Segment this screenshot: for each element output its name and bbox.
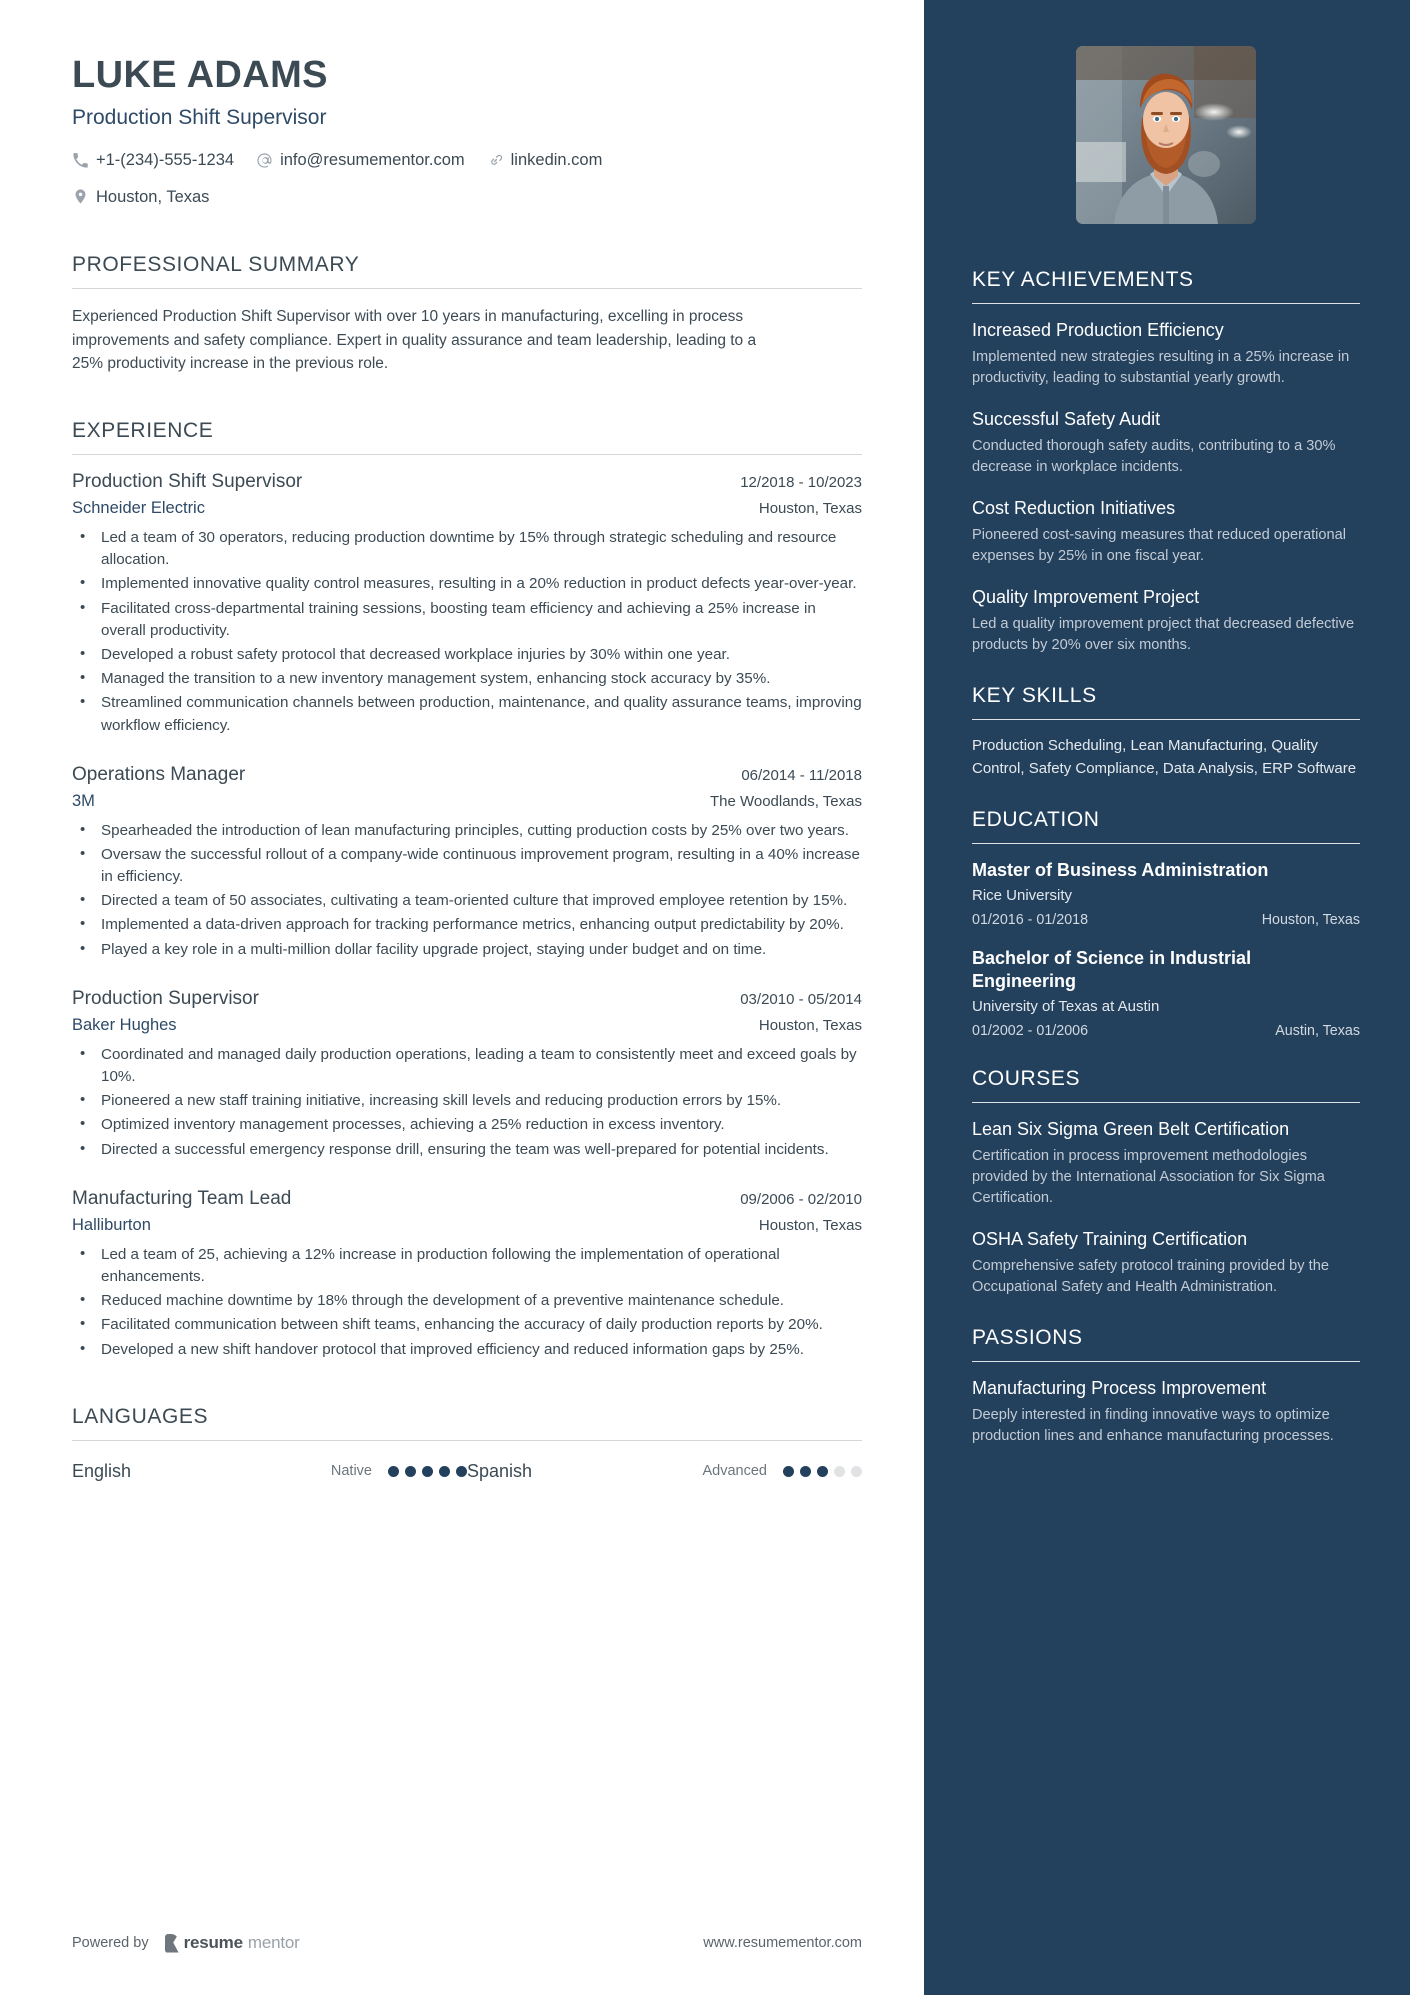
avatar-photo-icon <box>1076 46 1256 224</box>
experience-dates: 06/2014 - 11/2018 <box>741 766 862 784</box>
experience-list <box>72 471 862 1361</box>
education-degree: Master of Business Administration <box>972 860 1269 881</box>
language-level-dots <box>388 1466 467 1477</box>
sidebar-column <box>924 0 1410 1995</box>
sidebar-item-title: Increased Production Efficiency <box>972 320 1224 340</box>
sidebar-list-item <box>972 586 1360 656</box>
language-level-dot <box>456 1466 467 1477</box>
experience-role: Operations Manager <box>72 763 246 785</box>
language-name: English <box>72 1460 132 1481</box>
courses-list <box>972 1118 1360 1298</box>
language-level: Advanced <box>702 1463 767 1480</box>
sidebar-item-title: Cost Reduction Initiatives <box>972 498 1176 519</box>
experience-dates: 03/2010 - 05/2014 <box>740 990 862 1008</box>
language-item <box>72 1461 467 1482</box>
experience-bullet: • Implemented a data-driven approach for tracking performance metrics, enhancing output predictability by 20%. <box>72 914 862 936</box>
language-name: Spanish <box>467 1460 533 1481</box>
section-courses <box>972 1067 1360 1298</box>
sidebar-item-desc: Pioneered cost-saving measures that reduced operational expenses by 25% in one fiscal year. <box>972 527 1346 565</box>
achievements-heading: KEY ACHIEVEMENTS <box>972 268 1194 291</box>
experience-role: Production Supervisor <box>72 987 259 1009</box>
education-school: University of Texas at Austin <box>972 998 1160 1016</box>
education-list <box>972 859 1360 1039</box>
summary-heading: PROFESSIONAL SUMMARY <box>72 253 360 277</box>
language-level-dot <box>800 1466 811 1477</box>
summary-text: Experienced Production Shift Supervisor with over 10 years in manufacturing, excelling in process improvements and safety compliance. Expert in quality assurance and team leadership, leading to a 25% productivity increase in the previous role. <box>72 308 757 372</box>
passions-divider <box>972 1361 1360 1362</box>
experience-bullet: • Directed a team of 50 associates, cultivating a team-oriented culture that improved employee retention by 15%. <box>72 890 862 912</box>
passions-list <box>972 1377 1360 1447</box>
experience-heading: EXPERIENCE <box>72 419 214 443</box>
footer-url: www.resumementor.com <box>703 1935 862 1951</box>
experience-item <box>72 988 862 1161</box>
experience-item <box>72 1188 862 1361</box>
header-job-title: Production Shift Supervisor <box>72 105 327 129</box>
courses-heading: COURSES <box>972 1067 1081 1091</box>
education-location: Austin, Texas <box>1275 1023 1360 1040</box>
skills-text: Production Scheduling, Lean Manufacturing, Quality Control, Safety Compliance, Data Analysis, ERP Software <box>972 737 1357 777</box>
section-professional-summary <box>72 253 862 375</box>
section-experience <box>72 419 862 1361</box>
experience-dates: 12/2018 - 10/2023 <box>740 474 862 492</box>
experience-company-row <box>72 792 862 811</box>
experience-bullet: • Streamlined communication channels between production, maintenance, and quality assurance teams, improving workflow efficiency. <box>72 692 862 736</box>
avatar-wrapper <box>972 46 1360 224</box>
experience-bullet: • Reduced machine downtime by 18% through the development of a preventive maintenance schedule. <box>72 1290 862 1312</box>
experience-location: The Woodlands, Texas <box>709 792 862 810</box>
experience-dates: 09/2006 - 02/2010 <box>740 1190 862 1208</box>
experience-item <box>72 764 862 961</box>
sidebar-list-item <box>972 319 1360 389</box>
languages-heading: LANGUAGES <box>72 1404 209 1428</box>
sidebar-item-title: Quality Improvement Project <box>972 587 1200 608</box>
education-school: Rice University <box>972 887 1073 905</box>
experience-company: Halliburton <box>72 1215 151 1234</box>
sidebar-item-desc: Implemented new strategies resulting in a 25% increase in productivity, leading to substantial yearly growth. <box>972 349 1350 387</box>
experience-role-row <box>72 471 862 493</box>
experience-company-row <box>72 1016 862 1035</box>
experience-bullet: • Facilitated communication between shift teams, enhancing the accuracy of daily production reports by 20%. <box>72 1314 862 1336</box>
language-level-dot <box>422 1466 433 1477</box>
sidebar-list-item <box>972 1377 1360 1447</box>
languages-divider <box>72 1440 862 1441</box>
education-dates: 01/2002 - 01/2006 <box>972 1023 1089 1040</box>
experience-role-row <box>72 988 862 1010</box>
contact-phone-text: +1-(234)-555-1234 <box>96 150 235 169</box>
education-item <box>972 859 1360 928</box>
language-item <box>467 1461 862 1482</box>
email-icon <box>256 152 273 169</box>
experience-bullets <box>72 1244 862 1361</box>
experience-bullet: • Led a team of 25, achieving a 12% increase in production following the implementation of operational enhancements. <box>72 1244 862 1288</box>
sidebar-item-desc: Led a quality improvement project that decreased defective products by 20% over six months. <box>972 616 1355 654</box>
experience-role: Manufacturing Team Lead <box>72 1187 292 1209</box>
education-meta <box>972 912 1360 928</box>
powered-by-block <box>72 1933 300 1953</box>
sidebar-list-item <box>972 408 1360 478</box>
experience-divider <box>72 454 862 455</box>
section-key-skills <box>972 684 1360 780</box>
achievements-divider <box>972 303 1360 304</box>
sidebar-item-desc: Conducted thorough safety audits, contributing to a 30% decrease in workplace incidents. <box>972 438 1336 476</box>
summary-divider <box>72 288 862 289</box>
resumementor-mark-icon <box>165 1934 179 1953</box>
language-level-dot <box>834 1466 845 1477</box>
education-meta <box>972 1023 1360 1039</box>
contact-linkedin <box>487 148 603 173</box>
resumementor-logo <box>165 1933 300 1953</box>
experience-bullet: • Optimized inventory management processes, achieving a 25% reduction in excess inventory. <box>72 1114 862 1136</box>
education-degree: Bachelor of Science in Industrial Engineering <box>972 948 1252 992</box>
skills-heading: KEY SKILLS <box>972 684 1097 708</box>
language-level-dot <box>405 1466 416 1477</box>
education-divider <box>972 843 1360 844</box>
language-level-dot <box>783 1466 794 1477</box>
link-icon <box>487 152 504 169</box>
education-heading: EDUCATION <box>972 808 1100 832</box>
experience-company: 3M <box>72 791 95 810</box>
experience-bullet: • Oversaw the successful rollout of a company-wide continuous improvement program, resulting in a 40% increase in efficiency. <box>72 844 862 888</box>
courses-divider <box>972 1102 1360 1103</box>
skills-divider <box>972 719 1360 720</box>
experience-role: Production Shift Supervisor <box>72 471 303 493</box>
education-location: Houston, Texas <box>1261 912 1360 929</box>
language-level-dots <box>783 1466 862 1477</box>
contact-phone <box>72 148 234 173</box>
passions-heading: PASSIONS <box>972 1326 1083 1350</box>
experience-bullet: • Implemented innovative quality control measures, resulting in a 20% reduction in product defects year-over-year. <box>72 573 862 595</box>
experience-bullet: • Played a key role in a multi-million dollar facility upgrade project, staying under budget and on time. <box>72 939 862 961</box>
language-level: Native <box>330 1463 372 1480</box>
sidebar-list-item <box>972 1118 1360 1209</box>
experience-bullet: • Coordinated and managed daily production operations, leading a team to consistently meet and exceed goals by 10%. <box>72 1044 862 1088</box>
experience-bullets <box>72 1044 862 1161</box>
language-level-dot <box>851 1466 862 1477</box>
experience-bullet: • Facilitated cross-departmental training sessions, boosting team efficiency and achieving a 25% increase in overall productivity. <box>72 598 862 642</box>
experience-location: Houston, Texas <box>758 500 862 518</box>
experience-item <box>72 471 862 737</box>
education-dates: 01/2016 - 01/2018 <box>972 912 1089 929</box>
experience-company: Schneider Electric <box>72 499 205 518</box>
sidebar-list-item <box>972 497 1360 567</box>
education-item <box>972 947 1360 1039</box>
section-passions <box>972 1326 1360 1447</box>
brand-first-word: resume <box>183 1933 243 1952</box>
experience-company-row <box>72 499 862 518</box>
powered-by-label: Powered by <box>72 1935 149 1951</box>
experience-bullets <box>72 527 862 737</box>
contact-location-text: Houston, Texas <box>96 187 210 206</box>
experience-bullet: • Developed a robust safety protocol that decreased workplace injuries by 30% within one year. <box>72 644 862 666</box>
experience-role-row <box>72 1188 862 1210</box>
language-level-dot <box>817 1466 828 1477</box>
experience-bullet: • Developed a new shift handover protocol that improved efficiency and reduced information gaps by 25%. <box>72 1339 862 1361</box>
sidebar-list-item <box>972 1228 1360 1298</box>
section-key-achievements <box>972 268 1360 656</box>
experience-location: Houston, Texas <box>758 1016 862 1034</box>
experience-bullet: • Directed a successful emergency response drill, ensuring the team was well-prepared for potential incidents. <box>72 1139 862 1161</box>
contact-location <box>72 185 209 210</box>
contact-linkedin-text: linkedin.com <box>510 150 603 169</box>
sidebar-item-desc: Comprehensive safety protocol training provided by the Occupational Safety and Health Administration. <box>972 1258 1329 1296</box>
sidebar-item-title: Manufacturing Process Improvement <box>972 1378 1267 1399</box>
contact-row <box>72 148 752 210</box>
footer <box>72 1933 862 1953</box>
experience-bullet: • Led a team of 30 operators, reducing production downtime by 15% through strategic scheduling and resource allocation. <box>72 527 862 571</box>
contact-email <box>256 148 465 173</box>
experience-company: Baker Hughes <box>72 1015 177 1034</box>
experience-bullet: • Pioneered a new staff training initiative, increasing skill levels and reducing production errors by 15%. <box>72 1090 862 1112</box>
phone-icon <box>72 152 89 169</box>
experience-company-row <box>72 1216 862 1235</box>
experience-bullet: • Managed the transition to a new inventory management system, enhancing stock accuracy by 35%. <box>72 668 862 690</box>
sidebar-item-title: OSHA Safety Training Certification <box>972 1229 1248 1250</box>
brand-second-word: mentor <box>247 1933 300 1952</box>
location-pin-icon <box>72 188 89 205</box>
avatar <box>1076 46 1256 224</box>
language-level-dot <box>439 1466 450 1477</box>
section-education <box>972 808 1360 1039</box>
experience-bullets <box>72 820 862 961</box>
page-title: LUKE ADAMS <box>72 54 328 96</box>
sidebar-item-desc: Certification in process improvement methodologies provided by the International Association for Six Sigma Certification. <box>972 1148 1325 1207</box>
sidebar-item-desc: Deeply interested in finding innovative ways to optimize production lines and enhance manufacturing processes. <box>972 1407 1334 1445</box>
sidebar-item-title: Lean Six Sigma Green Belt Certification <box>972 1119 1290 1140</box>
contact-email-text: info@resumementor.com <box>280 150 465 169</box>
experience-role-row <box>72 764 862 786</box>
experience-location: Houston, Texas <box>758 1216 862 1234</box>
languages-row <box>72 1457 862 1482</box>
sidebar-item-title: Successful Safety Audit <box>972 409 1161 430</box>
experience-bullet: • Spearheaded the introduction of lean manufacturing principles, cutting production costs by 25% over two years. <box>72 820 862 842</box>
header-block <box>72 55 862 209</box>
achievements-list <box>972 319 1360 656</box>
section-languages <box>72 1405 862 1482</box>
language-level-dot <box>388 1466 399 1477</box>
